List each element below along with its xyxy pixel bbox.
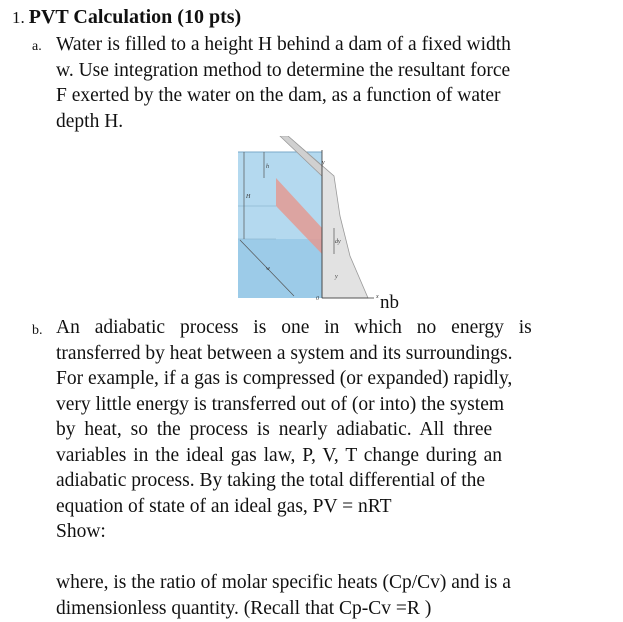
equation-gap bbox=[56, 545, 588, 571]
part-a-line: w. Use integration method to determine the resultant force bbox=[56, 59, 511, 81]
question-title: PVT Calculation (10 pts) bbox=[28, 6, 242, 28]
part-a-line: F exerted by the water on the dam, as a function of water bbox=[56, 85, 501, 106]
fig-label-y: y bbox=[322, 160, 325, 166]
water-lower-region bbox=[238, 239, 322, 298]
fig-label-dy: dy bbox=[335, 239, 341, 245]
part-a-line bbox=[56, 32, 588, 58]
part-b-line: by heat, so the process is nearly adiabatic. All three bbox=[56, 419, 493, 440]
part-a-line-text: Water is filled to a height H behind a dam of a fixed width bbox=[56, 34, 511, 55]
part-a-text bbox=[56, 32, 588, 134]
part-b-line: dimensionless quantity. (Recall that Cp-Cv =R ) bbox=[56, 597, 432, 619]
part-b-line: equation of state of an ideal gas, PV = nRT bbox=[56, 495, 392, 517]
question-number: 1. bbox=[12, 8, 25, 27]
fig-label-origin: 0 bbox=[316, 296, 319, 302]
part-b-line: For example, if a gas is compressed (or expanded) rapidly, bbox=[56, 368, 513, 389]
figure-caption: nb bbox=[380, 292, 399, 313]
part-b-line: Show: bbox=[56, 521, 106, 542]
question-header bbox=[12, 6, 241, 29]
part-b-line: An adiabatic process is one in which no energy is bbox=[56, 317, 532, 338]
fig-label-H: H bbox=[246, 194, 251, 200]
fig-label-y-small: y bbox=[335, 274, 338, 280]
part-a-line: depth H. bbox=[56, 110, 124, 132]
part-b-line: very little energy is transferred out of (or into) the system bbox=[56, 393, 505, 415]
part-b-line: adiabatic process. By taking the total differential of the bbox=[56, 470, 486, 491]
part-a-letter: a. bbox=[32, 39, 42, 54]
part-b-line: transferred by heat between a system and its surroundings. bbox=[56, 342, 513, 364]
part-b-letter: b. bbox=[32, 323, 43, 338]
part-b-line: variables in the ideal gas law, P, V, T change during an bbox=[56, 444, 503, 466]
fig-label-h: h bbox=[266, 164, 269, 170]
fig-label-x: x bbox=[376, 294, 379, 300]
part-b-line: where, is the ratio of molar specific heats (Cp/Cv) and is a bbox=[56, 572, 511, 593]
dam-figure bbox=[236, 136, 386, 304]
dam-diagram bbox=[236, 136, 386, 304]
part-b-text bbox=[56, 315, 588, 621]
fig-label-w: w bbox=[266, 266, 271, 272]
